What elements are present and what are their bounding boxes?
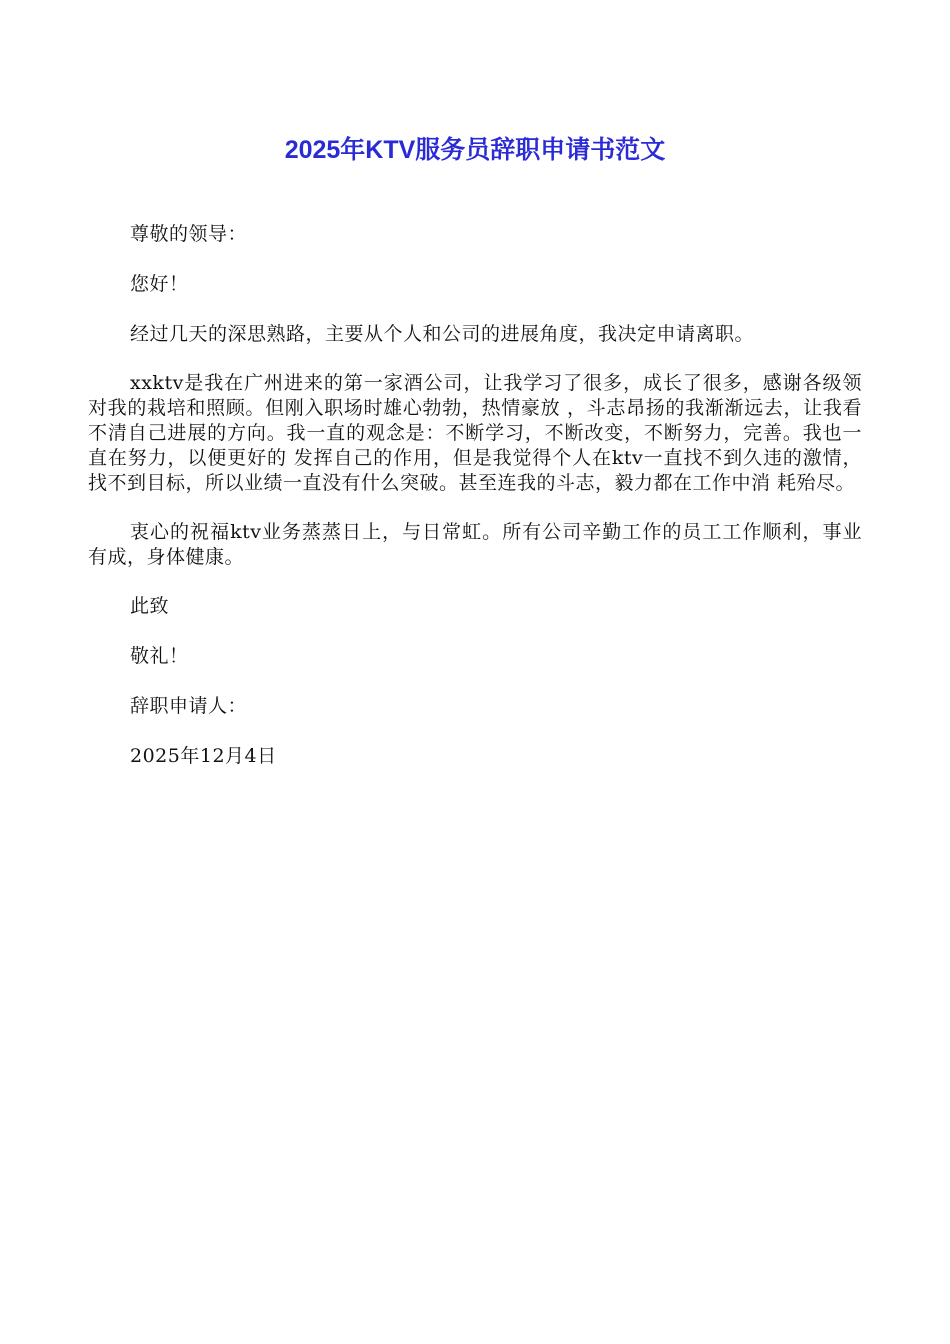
letter-body — [88, 222, 862, 794]
salutation: 尊敬的领导： — [130, 223, 248, 245]
signature-label: 辞职申请人： — [130, 695, 248, 717]
document-title: 2025年KTV服务员辞职申请书范文 — [284, 136, 666, 164]
greeting: 您好！ — [130, 273, 189, 295]
closing-line-2: 敬礼！ — [130, 645, 189, 667]
body-paragraph-2: xxktv是我在广州进来的第一家酒公司，让我学习了很多，成长了很多，感谢各级领对我的栽培和照顾。但刚入职场时雄心勃勃，热情豪放 ，斗志昂扬的我渐渐远去，让我看不清自己进展的方向。我一直的观念是：不断学习，不断改变，不断努力，完善。我也一直在努力，以便更好的 发挥自己的作用，但是我觉得个人在ktv一直找不到久违的激情，找不到目标，所以业绩一直没有什么突破。甚至连我的斗志，毅力都在工作中消 耗殆尽。 — [88, 372, 862, 494]
letter-date: 2025年12月4日 — [130, 745, 277, 767]
closing-line-1: 此致 — [130, 595, 170, 617]
body-paragraph-1: 经过几天的深思熟路，主要从个人和公司的进展角度，我决定申请离职。 — [130, 323, 755, 345]
body-paragraph-3: 衷心的祝福ktv业务蒸蒸日上，与日常虹。所有公司辛勤工作的员工工作顺利，事业有成，身体健康。 — [88, 521, 862, 568]
